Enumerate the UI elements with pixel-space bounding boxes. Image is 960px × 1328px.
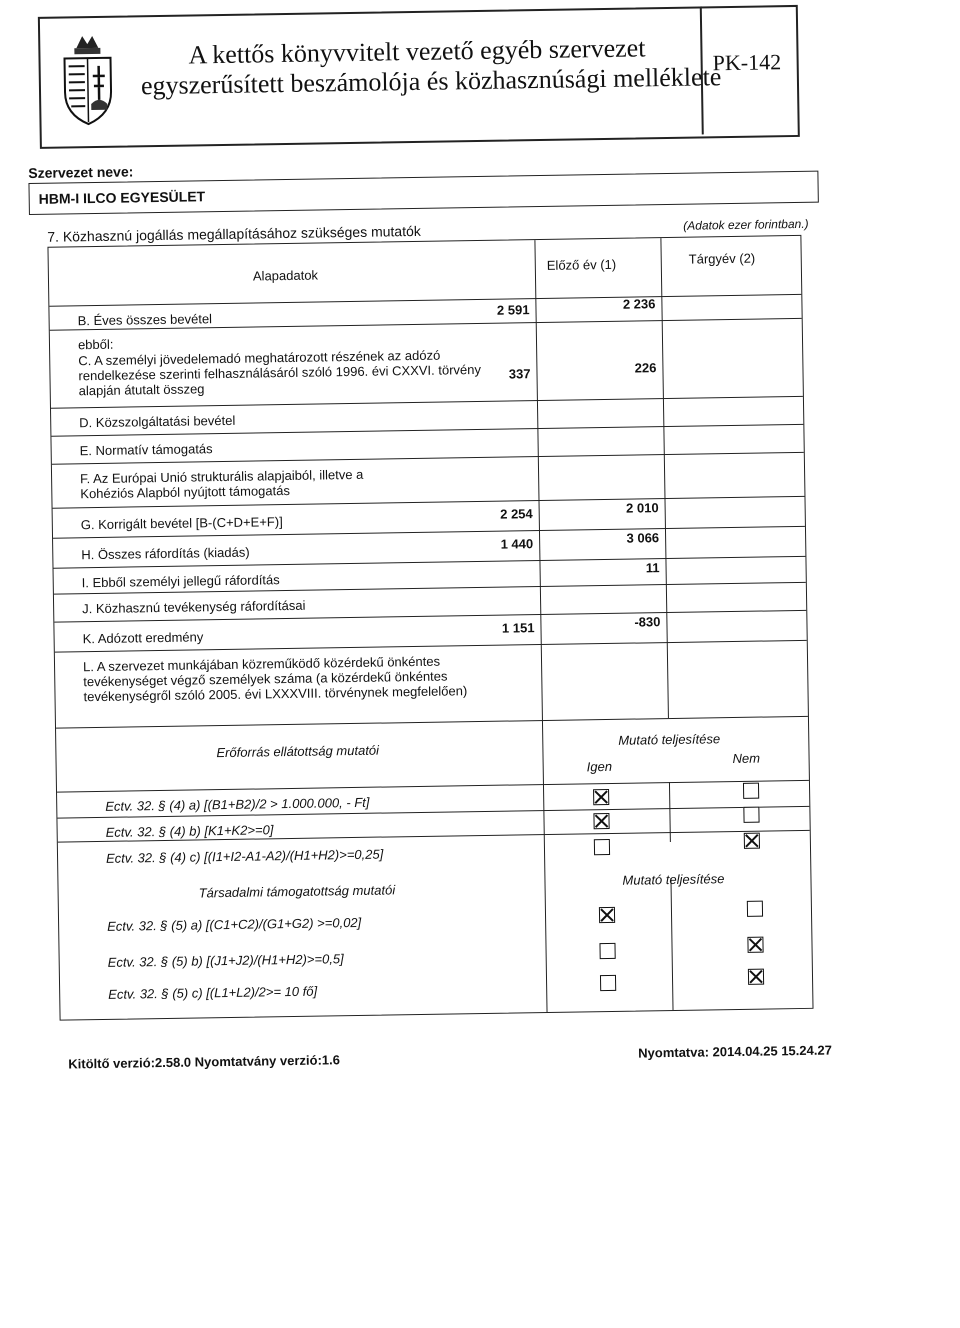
col-header-base: Alapadatok: [253, 267, 318, 283]
col-header-curr: Tárgyév (2): [689, 251, 756, 267]
form-title-line2: egyszerűsített beszámolója és közhasznúsági melléklete: [141, 62, 722, 101]
resource-c-yes-checkbox[interactable]: [594, 839, 610, 855]
no-label: Nem: [732, 751, 760, 766]
row-c-curr: 226: [576, 360, 656, 376]
social-indicator-b: Ectv. 32. § (5) b) [(J1+J2)/(H1+H2)>=0,5]: [108, 951, 344, 970]
resource-c-no-checkbox[interactable]: [744, 833, 760, 849]
social-c-no-checkbox[interactable]: [748, 969, 764, 985]
social-indicator-a: Ectv. 32. § (5) a) [(C1+C2)/(G1+G2) >=0,02]: [107, 915, 361, 934]
social-heading: Társadalmi támogatottság mutatói: [199, 882, 396, 900]
row-label-h: H. Összes ráfordítás (kiadás): [81, 545, 250, 563]
row-divider: [51, 396, 803, 409]
footer-version-info: Kitöltő verzió:2.58.0 Nyomtatvány verzió:1.6: [68, 1052, 340, 1071]
column-divider: [542, 720, 548, 1012]
organization-label: Szervezet neve:: [28, 163, 133, 181]
row-divider: [56, 716, 808, 729]
resource-a-no-checkbox[interactable]: [743, 783, 759, 799]
row-h-prev: 1 440: [453, 536, 533, 552]
social-b-yes-checkbox[interactable]: [599, 943, 615, 959]
row-label-l: L. A szervezet munkájában közreműködő közérdekű önkéntes tevékenységet végző személyek száma (a közérdekű önkéntes tevékenységről szóló 2005. évi LXXXVIII. törvénynek megfelelően): [83, 652, 524, 704]
section-title: 7. Közhasznú jogállás megállapításához szükséges mutatók: [47, 223, 421, 245]
resource-indicator-c: Ectv. 32. § (4) c) [(I1+I2-A1-A2)/(H1+H2)>=0,25]: [106, 847, 383, 866]
social-c-yes-checkbox[interactable]: [600, 975, 616, 991]
row-label-e: E. Normatív támogatás: [80, 441, 213, 458]
social-indicator-c: Ectv. 32. § (5) c) [(L1+L2)/2>= 10 fő]: [108, 984, 317, 1002]
row-divider: [57, 780, 809, 793]
social-a-yes-checkbox[interactable]: [599, 907, 615, 923]
column-divider: [660, 238, 669, 718]
social-fulfil-heading: Mutató teljesítése: [622, 871, 724, 888]
row-divider: [49, 294, 801, 307]
footer-print-timestamp: Nyomtatva: 2014.04.25 15.24.27: [638, 1043, 832, 1061]
resource-indicator-b: Ectv. 32. § (4) b) [K1+K2>=0]: [106, 822, 274, 840]
unit-note: (Adatok ezer forintban.): [683, 217, 809, 233]
resources-fulfil-heading: Mutató teljesítése: [618, 731, 720, 748]
resource-b-yes-checkbox[interactable]: [593, 813, 609, 829]
form-title-line1: A kettős könyvvitelt vezető egyéb szervezet: [188, 33, 645, 70]
col-header-prev: Előző év (1): [547, 257, 617, 273]
resource-a-yes-checkbox[interactable]: [593, 789, 609, 805]
resource-indicator-a: Ectv. 32. § (4) a) [(B1+B2)/2 > 1.000.000, - Ft]: [105, 795, 369, 814]
column-divider: [670, 878, 673, 1010]
row-label-j: J. Közhasznú tevékenység ráfordításai: [82, 598, 306, 617]
row-label-c: C. A személyi jövedelemadó meghatározott részének az adózó rendelkezése szerinti felhasználásáról szóló 1996. évi CXXVI. törvény alapján átutalt összeg: [78, 347, 509, 399]
resources-heading: Erőforrás ellátottság mutatói: [216, 743, 379, 761]
yes-label: Igen: [587, 759, 613, 774]
row-b-curr: 2 236: [575, 296, 655, 312]
row-label-g: G. Korrigált bevétel [B-(C+D+E+F)]: [81, 514, 283, 532]
social-b-no-checkbox[interactable]: [747, 937, 763, 953]
row-label-k: K. Adózott eredmény: [82, 629, 203, 646]
row-label-d: D. Közszolgáltatási bevétel: [79, 413, 235, 430]
row-label-i: I. Ebből személyi jellegű ráfordítás: [82, 572, 280, 590]
row-i-curr: 11: [579, 560, 659, 576]
row-label-f: F. Az Európai Unió strukturális alapjaiból, illetve a Kohéziós Alapból nyújtott támogatás: [80, 466, 410, 501]
row-h-curr: 3 066: [579, 530, 659, 546]
resource-b-no-checkbox[interactable]: [743, 807, 759, 823]
row-k-prev: 1 151: [454, 620, 534, 636]
row-c-prev: 337: [450, 366, 530, 382]
form-code: PK-142: [712, 49, 781, 76]
row-label-of-which: ebből:: [78, 337, 114, 353]
row-b-prev: 2 591: [449, 302, 529, 318]
row-k-curr: -830: [580, 614, 660, 630]
row-label-b: B. Éves összes bevétel: [78, 311, 213, 328]
hungarian-coat-of-arms-icon: [56, 30, 120, 129]
row-g-prev: 2 254: [453, 506, 533, 522]
row-g-curr: 2 010: [579, 500, 659, 516]
organization-name: HBM-I ILCO EGYESÜLET: [39, 188, 206, 207]
column-divider: [534, 240, 543, 720]
social-a-no-checkbox[interactable]: [747, 901, 763, 917]
indicator-table: [47, 235, 813, 1021]
